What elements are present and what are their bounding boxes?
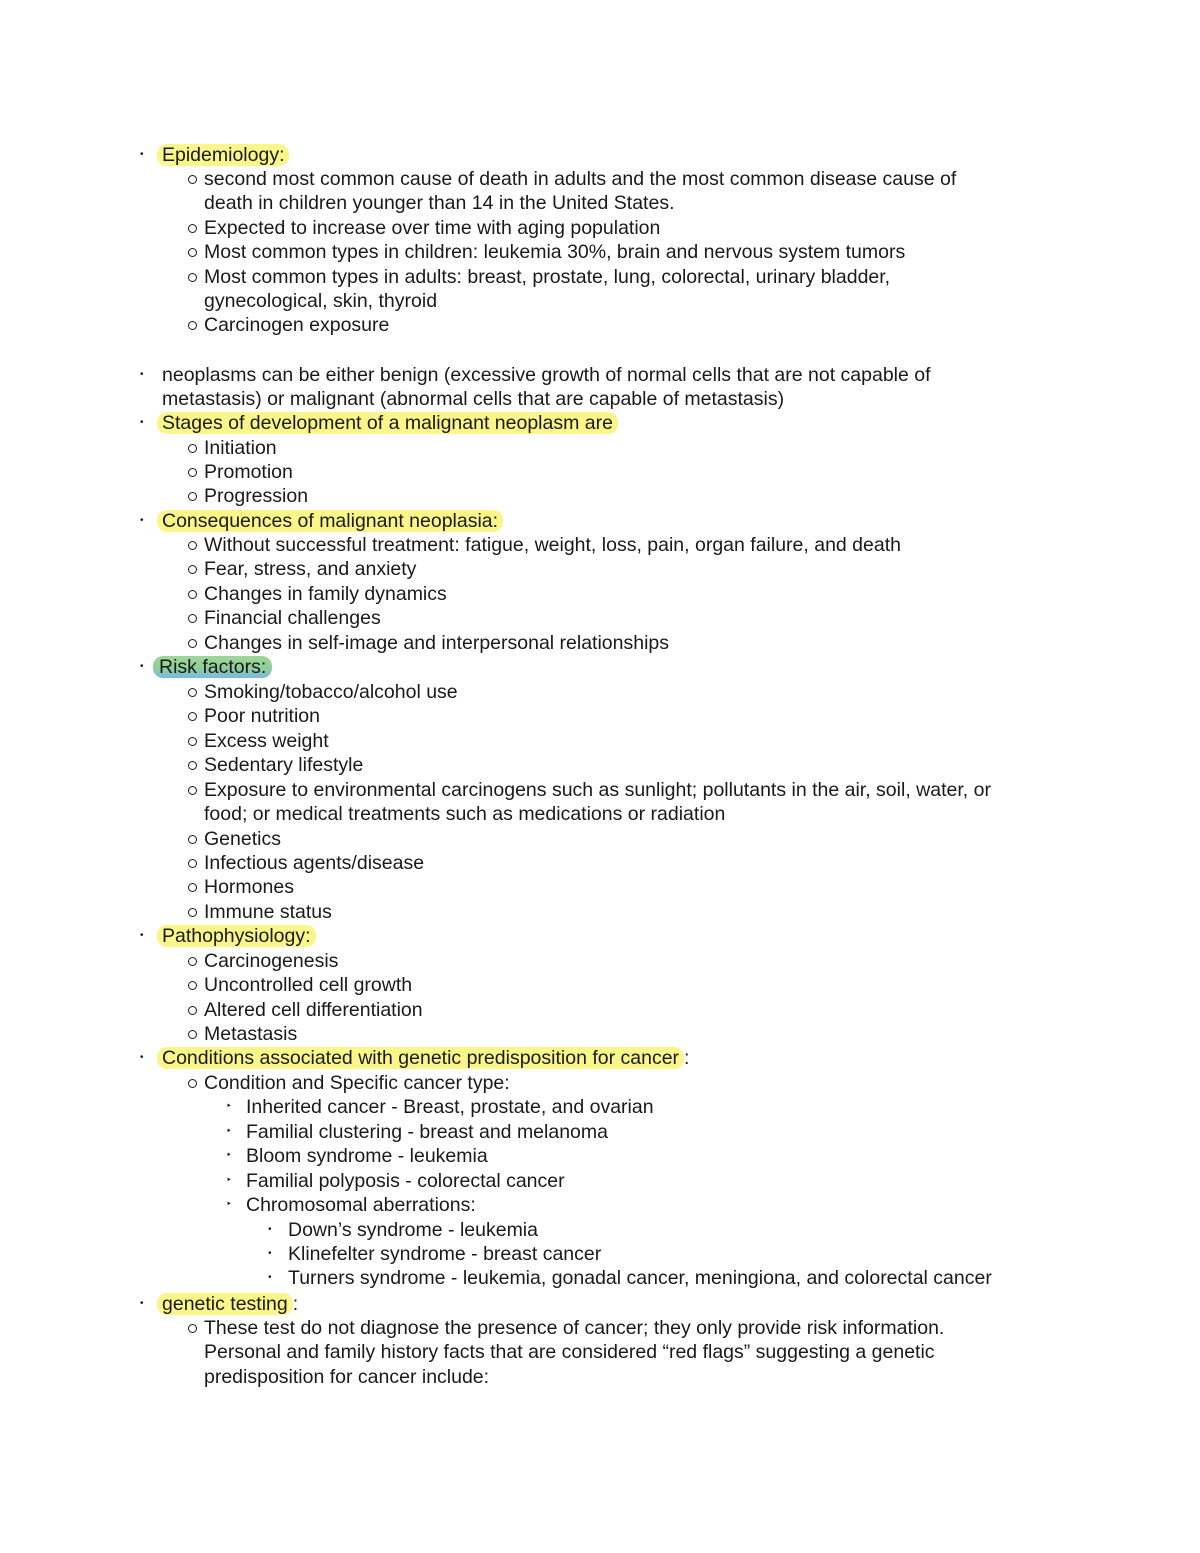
list-item: Infectious agents/disease [204,852,425,874]
bullet-circle [188,761,197,770]
list-item: Poor nutrition [204,705,320,727]
bullet-circle [188,835,197,844]
section-heading-stages: Stages of development of a malignant neoplasm are [162,411,618,435]
bullet-circle [188,321,197,330]
bullet-arrow: ‣ [226,1150,232,1161]
bullet-circle [188,1030,197,1039]
section-heading-pathophysiology: Pathophysiology: [162,924,316,948]
list-item: Altered cell differentiation [204,999,423,1021]
bullet-dot: • [268,1224,272,1235]
list-item: Changes in self-image and interpersonal relationships [204,632,670,654]
list-item: Uncontrolled cell growth [204,974,413,996]
bullet-circle [188,908,197,917]
list-item: Initiation [204,437,277,459]
list-item-continued: predisposition for cancer include: [204,1366,490,1388]
bullet-dot: • [140,417,144,428]
bullet-circle [188,859,197,868]
bullet-circle [188,639,197,648]
bullet-circle [188,712,197,721]
list-item: Genetics [204,828,281,850]
list-item: These test do not diagnose the presence of cancer; they only provide risk information. [204,1317,945,1339]
list-item: Immune status [204,901,332,923]
sub-heading: Condition and Specific cancer type: [204,1072,510,1094]
bullet-circle [188,883,197,892]
list-item: Most common types in adults: breast, prostate, lung, colorectal, urinary bladder, [204,266,891,288]
bullet-dot: • [268,1272,272,1283]
bullet-circle [188,614,197,623]
bullet-circle [188,688,197,697]
list-item: second most common cause of death in adults and the most common disease cause of [204,168,957,190]
bullet-circle [188,224,197,233]
bullet-circle [188,957,197,966]
bullet-circle [188,273,197,282]
paragraph-line: metastasis) or malignant (abnormal cells that are capable of metastasis) [162,388,785,410]
list-item: Bloom syndrome - leukemia [246,1145,488,1167]
bullet-arrow: ‣ [226,1175,232,1186]
bullet-circle [188,468,197,477]
bullet-dot: • [140,1052,144,1063]
section-heading-risk-factors: Risk factors: [162,655,272,679]
bullet-circle [188,1079,197,1088]
bullet-dot: • [140,930,144,941]
bullet-dot: • [140,1298,144,1309]
section-heading-consequences: Consequences of malignant neoplasia: [162,509,503,533]
bullet-dot: • [140,515,144,526]
list-item: Chromosomal aberrations: [246,1194,476,1216]
list-item-continued: death in children younger than 14 in the United States. [204,192,675,214]
bullet-circle [188,786,197,795]
list-item: Carcinogen exposure [204,314,390,336]
bullet-arrow: ‣ [226,1199,232,1210]
list-item: Without successful treatment: fatigue, weight, loss, pain, organ failure, and death [204,534,901,556]
list-item: Familial polyposis - colorectal cancer [246,1170,565,1192]
bullet-dot: • [140,661,144,672]
list-item: Smoking/tobacco/alcohol use [204,681,458,703]
list-item-continued: Personal and family history facts that are considered “red flags” suggesting a genetic [204,1341,935,1363]
paragraph-line: neoplasms can be either benign (excessive growth of normal cells that are not capable of [162,364,931,386]
bullet-dot: • [140,149,144,160]
list-item: Most common types in children: leukemia 30%, brain and nervous system tumors [204,241,906,263]
list-item: Down’s syndrome - leukemia [288,1219,538,1241]
list-item: Expected to increase over time with aging population [204,217,661,239]
list-item: Excess weight [204,730,329,752]
bullet-circle [188,737,197,746]
list-item-continued: food; or medical treatments such as medications or radiation [204,803,726,825]
section-heading-epidemiology: Epidemiology: [162,143,289,167]
list-item: Exposure to environmental carcinogens such as sunlight; pollutants in the air, soil, water, or [204,779,991,801]
list-item: Familial clustering - breast and melanoma [246,1121,608,1143]
list-item: Fear, stress, and anxiety [204,558,417,580]
bullet-circle [188,444,197,453]
bullet-arrow: ‣ [226,1101,232,1112]
bullet-circle [188,1006,197,1015]
bullet-dot: • [140,369,144,380]
bullet-circle [188,565,197,574]
bullet-circle [188,541,197,550]
list-item: Financial challenges [204,607,381,629]
list-item: Progression [204,485,309,507]
bullet-circle [188,590,197,599]
section-heading-conditions: Conditions associated with genetic predisposition for cancer : [162,1046,689,1070]
bullet-dot: • [268,1248,272,1259]
list-item: Carcinogenesis [204,950,339,972]
bullet-circle [188,492,197,501]
bullet-circle [188,175,197,184]
list-item: Sedentary lifestyle [204,754,364,776]
list-item: Klinefelter syndrome - breast cancer [288,1243,602,1265]
bullet-arrow: ‣ [226,1126,232,1137]
section-heading-genetic-testing: genetic testing : [162,1292,298,1316]
bullet-circle [188,248,197,257]
list-item: Turners syndrome - leukemia, gonadal cancer, meningiona, and colorectal cancer [288,1267,992,1289]
bullet-circle [188,1324,197,1333]
list-item: Hormones [204,876,294,898]
list-item: Changes in family dynamics [204,583,447,605]
bullet-circle [188,981,197,990]
list-item: Metastasis [204,1023,298,1045]
list-item: Promotion [204,461,293,483]
list-item-continued: gynecological, skin, thyroid [204,290,438,312]
list-item: Inherited cancer - Breast, prostate, and ovarian [246,1096,654,1118]
